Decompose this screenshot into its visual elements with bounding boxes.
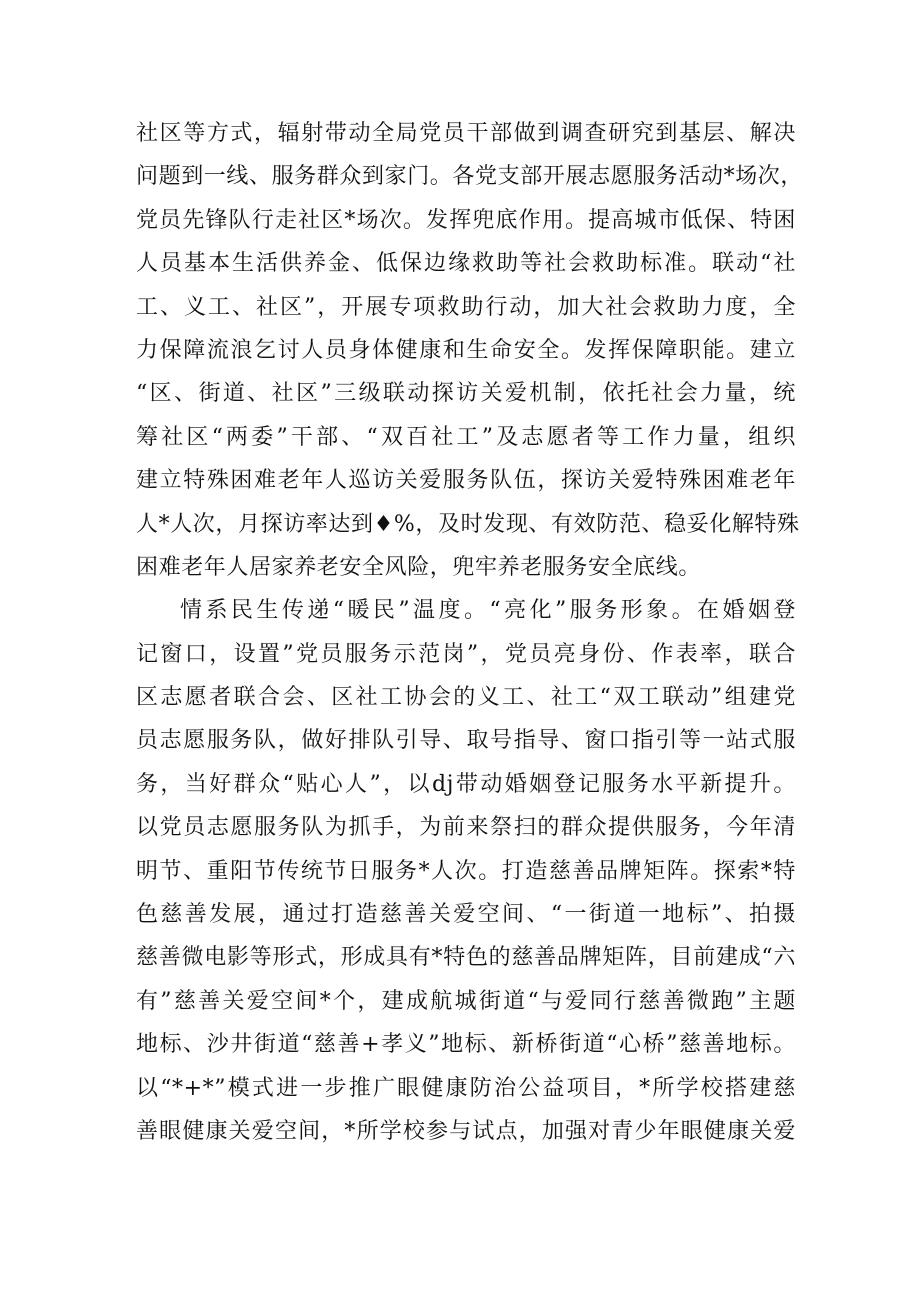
text-line: 人员基本生活供养金、低保边缘救助等社会救助标准。联动“社 bbox=[136, 251, 796, 277]
text-line: “区、街道、社区”三级联动探访关爱机制，依托社会力量，统 bbox=[136, 381, 796, 407]
paragraph-1 bbox=[136, 112, 804, 589]
text-line: 情系民生传递“暖民”温度。“亮化”服务形象。在婚姻登 bbox=[180, 598, 796, 624]
text-line: 以党员志愿服务队为抓手，为前来祭扫的群众提供服务，今年清 bbox=[136, 815, 796, 841]
text-line: 务，当好群众“贴心人”，以dj带动婚姻登记服务水平新提升。 bbox=[136, 771, 796, 797]
text-line: 困难老年人居家养老安全风险，兜牢养老服务安全底线。 bbox=[136, 554, 702, 580]
text-line: 社区等方式，辐射带动全局党员干部做到调查研究到基层、解决 bbox=[136, 121, 796, 146]
text-line: 人*人次，月探访率达到♦%，及时发现、有效防范、稳妥化解特殊 bbox=[136, 511, 800, 537]
text-line: 慈善微电影等形式，形成具有*特色的慈善品牌矩阵，目前建成“六 bbox=[136, 945, 796, 971]
text-line: 色慈善发展，通过打造慈善关爱空间、“一街道一地标”、拍摄 bbox=[136, 902, 796, 928]
text-line: 问题到一线、服务群众到家门。各党支部开展志愿服务活动*场次， bbox=[136, 164, 804, 190]
document-body bbox=[136, 112, 804, 1153]
text-line: 建立特殊困难老年人巡访关爱服务队伍，探访关爱特殊困难老年 bbox=[136, 468, 796, 494]
text-line: 区志愿者联合会、区社工协会的义工、社工“双工联动”组建党 bbox=[136, 685, 796, 711]
text-line: 工、义工、社区”，开展专项救助行动，加大社会救助力度，全 bbox=[136, 294, 796, 320]
text-line: 明节、重阳节传统节日服务*人次。打造慈善品牌矩阵。探索*特 bbox=[136, 858, 796, 884]
text-line: 以“*+*”模式进一步推广眼健康防治公益项目，*所学校搭建慈 bbox=[136, 1075, 796, 1101]
text-line: 党员先锋队行走社区*场次。发挥兜底作用。提高城市低保、特困 bbox=[136, 207, 796, 233]
paragraph-2 bbox=[136, 589, 796, 1153]
text-line: 筹社区“两委”干部、“双百社工”及志愿者等工作力量，组织 bbox=[136, 424, 796, 450]
text-line: 善眼健康关爱空间，*所学校参与试点，加强对青少年眼健康关爱 bbox=[136, 1118, 796, 1144]
text-line: 地标、沙井街道“慈善+孝义”地标、新桥街道“心桥”慈善地标。 bbox=[136, 1032, 796, 1058]
text-line: 记窗口，设置”党员服务示范岗”，党员亮身份、作表率，联合 bbox=[136, 641, 796, 667]
text-line: 力保障流浪乞讨人员身体健康和生命安全。发挥保障职能。建立 bbox=[136, 337, 796, 363]
text-line: 员志愿服务队，做好排队引导、取号指导、窗口指引等一站式服 bbox=[136, 728, 796, 754]
text-line: 有”慈善关爱空间*个，建成航城街道“与爱同行慈善微跑”主题 bbox=[136, 988, 796, 1014]
